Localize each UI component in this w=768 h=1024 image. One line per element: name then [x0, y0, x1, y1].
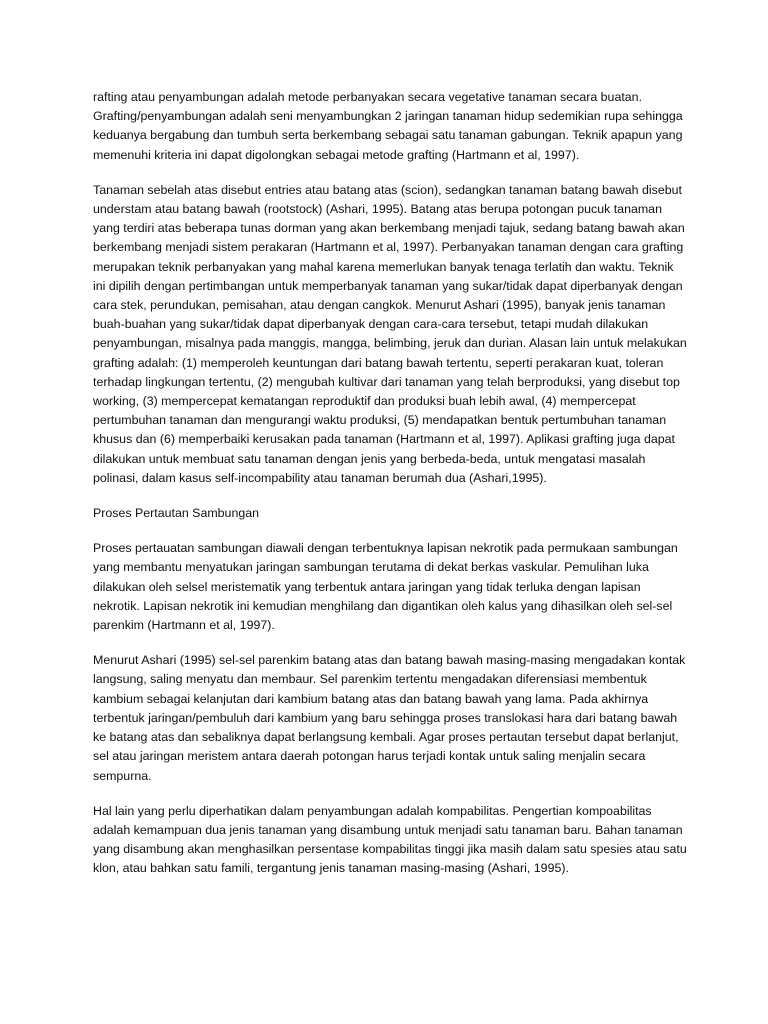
- paragraph-parenchyma-cells: Menurut Ashari (1995) sel-sel parenkim batang atas dan batang bawah masing-masing mengadakan kontak langsung, saling menyatu dan membaur. Sel parenkim tertentu mengadakan diferensiasi membentuk kambium sebagai kelanjutan dari kambium batang atas dan batang bawah yang lama. Pada akhirnya terbentuk jaringan/pembuluh dari kambium yang baru sehingga proses translokasi hara dari batang bawah ke batang atas dan sebaliknya dapat berlangsung kembali. Agar proses pertautan tersebut dapat berlanjut, sel atau jaringan meristem antara daerah potongan harus terjadi kontak untuk saling menjalin secara sempurna.: [93, 653, 686, 783]
- paragraph-necrotic-layer: Proses pertauatan sambungan diawali dengan terbentuknya lapisan nekrotik pada permukaan sambungan yang membantu menyatukan jaringan sambungan terutama di dekat berkas vaskular. Pemulihan luka dilakukan oleh selsel meristematik yang terbentuk antara jaringan yang tidak terluka dengan lapisan nekrotik. Lapisan nekrotik ini kemudian menghilang dan digantikan oleh kalus yang dihasilkan oleh sel-sel parenkim (Hartmann et al, 1997).: [93, 541, 678, 633]
- paragraph-grafting-definition: rafting atau penyambungan adalah metode perbanyakan secara vegetative tanaman secara buatan. Grafting/penyambungan adalah seni menyambungkan 2 jaringan tanaman hidup sedemikian rupa sehingga keduanya bergabung dan tumbuh serta berkembang sebagai satu tanaman gabungan. Teknik apapun yang memenuhi kriteria ini dapat digolongkan sebagai metode grafting (Hartmann et al, 1997).: [93, 90, 683, 162]
- paragraph-compatibility: Hal lain yang perlu diperhatikan dalam penyambungan adalah kompabilitas. Pengertian kompoabilitas adalah kemampuan dua jenis tanaman yang disambung untuk menjadi satu tanaman baru. Bahan tanaman yang disambung akan menghasilkan persentase kompabilitas tinggi jika masih dalam satu spesies atau satu klon, atau bahkan satu famili, tergantung jenis tanaman masing-masing (Ashari, 1995).: [93, 803, 687, 876]
- section-heading-proses-pertautan: Proses Pertautan Sambungan: [93, 506, 260, 521]
- paragraph-scion-rootstock: Tanaman sebelah atas disebut entries atau batang atas (scion), sedangkan tanaman batang bawah disebut understam atau batang bawah (rootstock) (Ashari, 1995). Batang atas berupa potongan pucuk tanaman yang terdiri atas beberapa tunas dorman yang akan berkembang menjadi tajuk, sedang batang bawah akan berkembang menjadi sistem perakaran (Hartmann et al, 1997). Perbanyakan tanaman dengan cara grafting merupakan teknik perbanyakan yang mahal karena memerlukan banyak tenaga terlatih dan waktu. Teknik ini dipilih dengan pertimbangan untuk memperbanyak tanaman yang sukar/tidak dapat diperbanyak dengan cara stek, perundukan, pemisahan, atau dengan cangkok. Menurut Ashari (1995), banyak jenis tanaman buah-buahan yang sukar/tidak dapat diperbanyak dengan cara-cara tersebut, tetapi mudah dilakukan penyambungan, misalnya pada manggis, mangga, belimbing, jeruk dan durian. Alasan lain untuk melakukan grafting adalah: (1) memperoleh keuntungan dari batang bawah tertentu, seperti perakaran kuat, toleran terhadap lingkungan tertentu, (2) mengubah kultivar dari tanaman yang telah berproduksi, yang disebut top working, (3) mempercepat kematangan reproduktif dan produksi buah lebih awal, (4) mempercepat pertumbuhan tanaman dan mengurangi waktu produksi, (5) mendapatkan bentuk pertumbuhan tanaman khusus dan (6) memperbaiki kerusakan pada tanaman (Hartmann et al, 1997). Aplikasi grafting juga dapat dilakukan untuk membuat satu tanaman dengan jenis yang berbeda-beda, untuk mengatasi masalah polinasi, dalam kasus self-incompability atau tanaman berumah dua (Ashari,1995).: [93, 182, 687, 485]
